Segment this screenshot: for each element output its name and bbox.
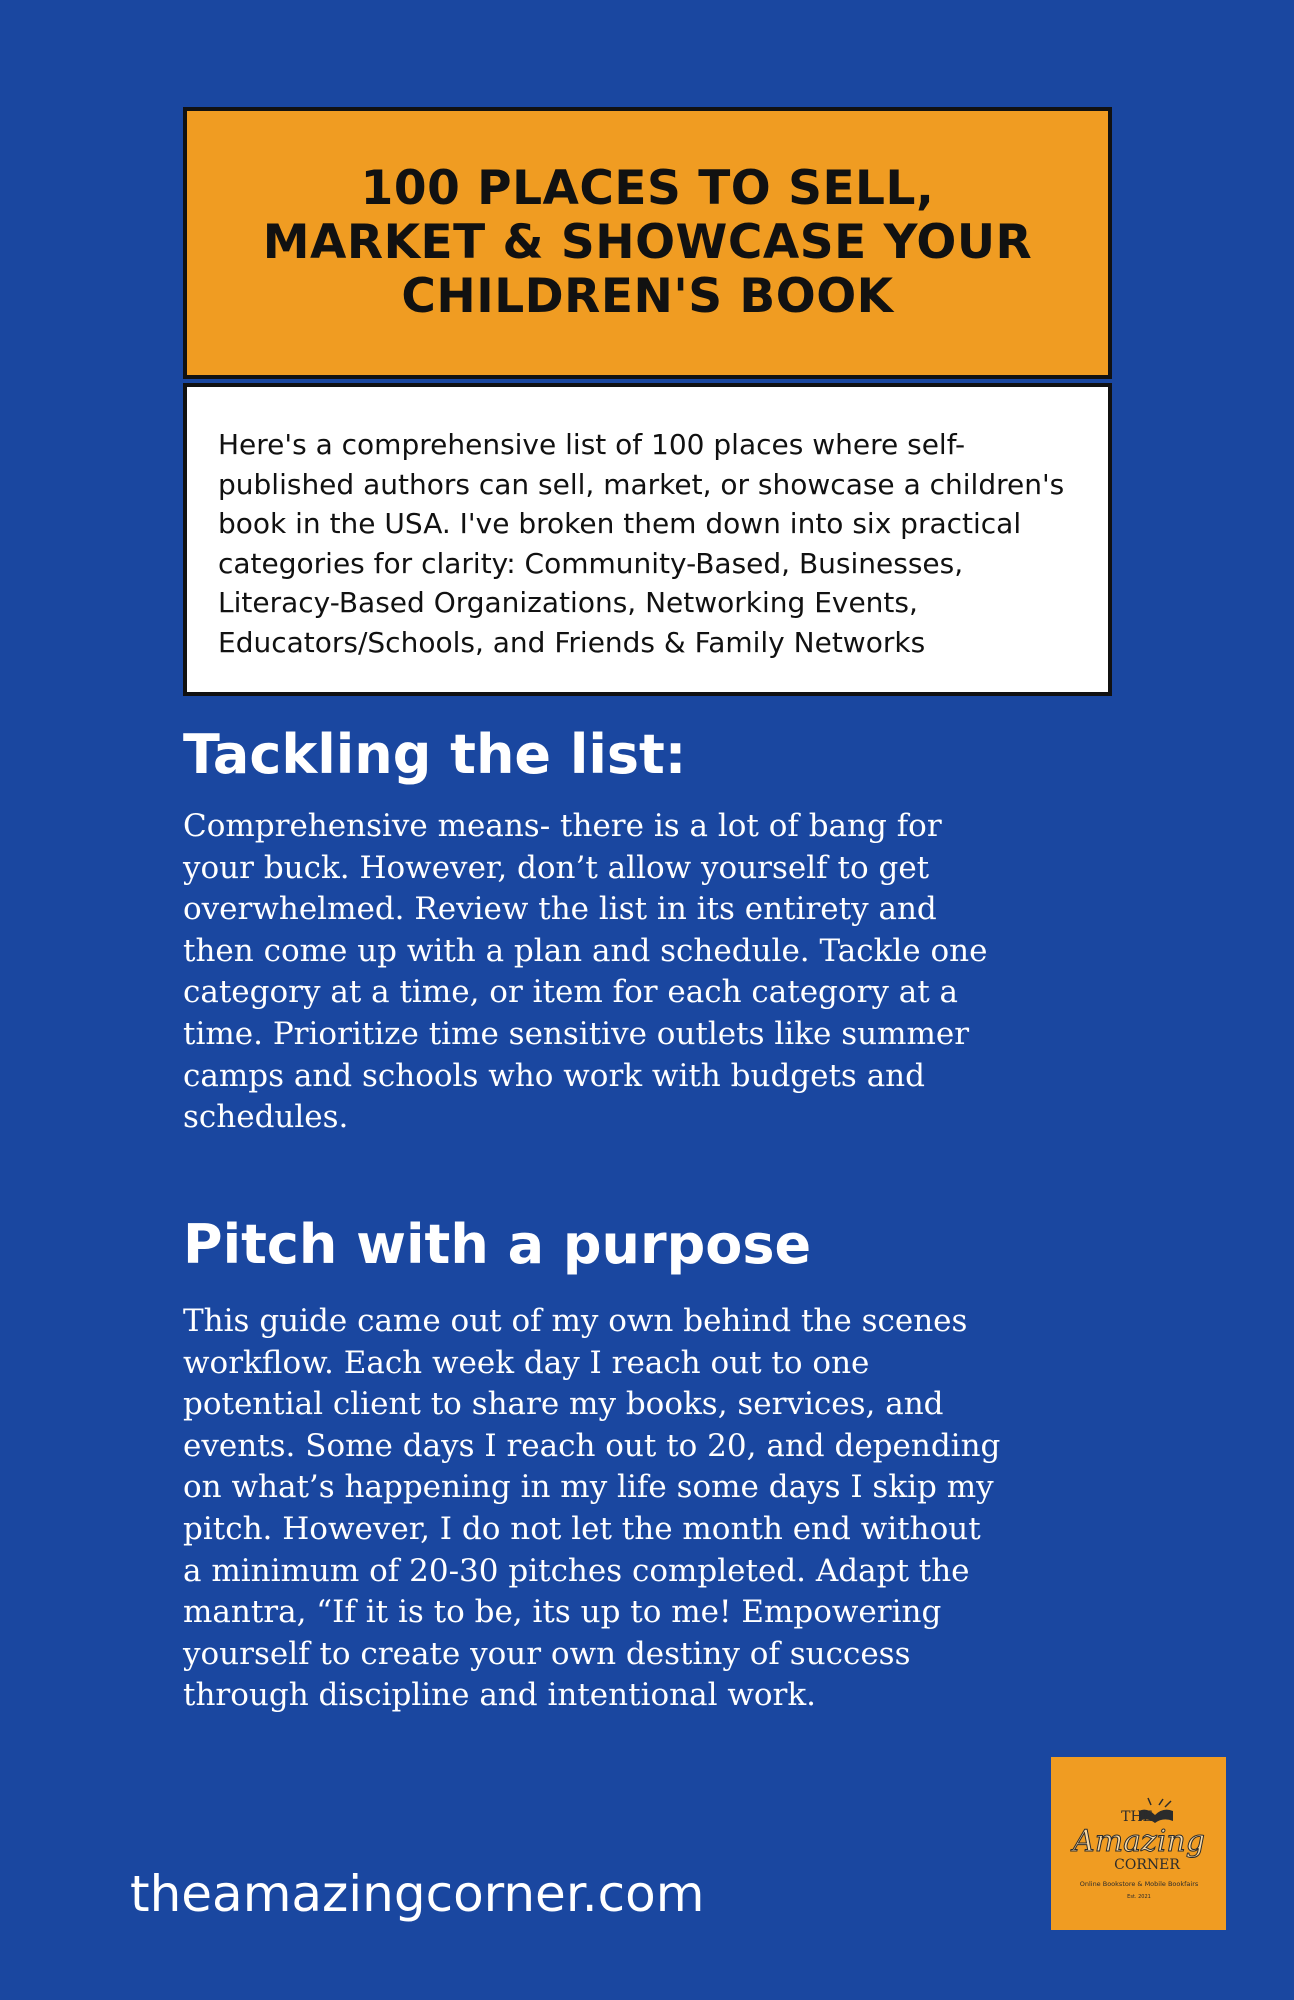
section-heading-pitch: Pitch with a purpose (183, 1213, 812, 1276)
logo-the-text: THE (1120, 1808, 1153, 1825)
logo-amazing-text: Amazing (1072, 1823, 1205, 1859)
amazing-corner-logo (1051, 1757, 1226, 1930)
logo-est: Est. 2021 (1126, 1893, 1151, 1900)
intro-text: Here's a comprehensive list of 100 places where self- published authors can sell, market, or showcase a children's book in the USA. I've broken them down into six practical categories for clarity: Community-Based, Businesses, Literacy-Based Organizations, Networking Events, Educators/Schools, and Friends & Family Networks (218, 428, 1065, 659)
logo-graphic (1059, 1769, 1219, 1919)
section-heading-tackling: Tackling the list: (183, 723, 687, 786)
logo-corner-text: CORNER (1113, 1856, 1180, 1873)
section-body-pitch: This guide came out of my own behind the scenes workflow. Each week day I reach out to one potential client to share my books, services, and events. Some days I reach out to 20, and depending on what’s happening in my life some days I skip my pitch. However, I do not let the month end without a minimum of 20-30 pitches completed. Adapt the mantra, “If it is to be, its up to me! Empowering yourself to create your own destiny of success through discipline and intentional work. (183, 1303, 1001, 1714)
section-body-tackling: Comprehensive means- there is a lot of bang for your buck. However, don’t allow yourself to get overwhelmed. Review the list in its entirety and then come up with a plan and schedule. Tackle one category at a time, or item for each category at a time. Prioritize time sensitive outlets like summer camps and schools who work with budgets and schedules. (183, 808, 988, 1136)
intro-box (183, 383, 1112, 696)
footer-url[interactable]: theamazingcorner.com (130, 1865, 705, 1923)
logo-tagline: Online Bookstore & Mobile Bookfairs (1079, 1879, 1198, 1888)
title-box (183, 107, 1112, 379)
page-title: 100 PLACES TO SELL, MARKET & SHOWCASE YOUR CHILDREN'S BOOK (262, 161, 1033, 324)
